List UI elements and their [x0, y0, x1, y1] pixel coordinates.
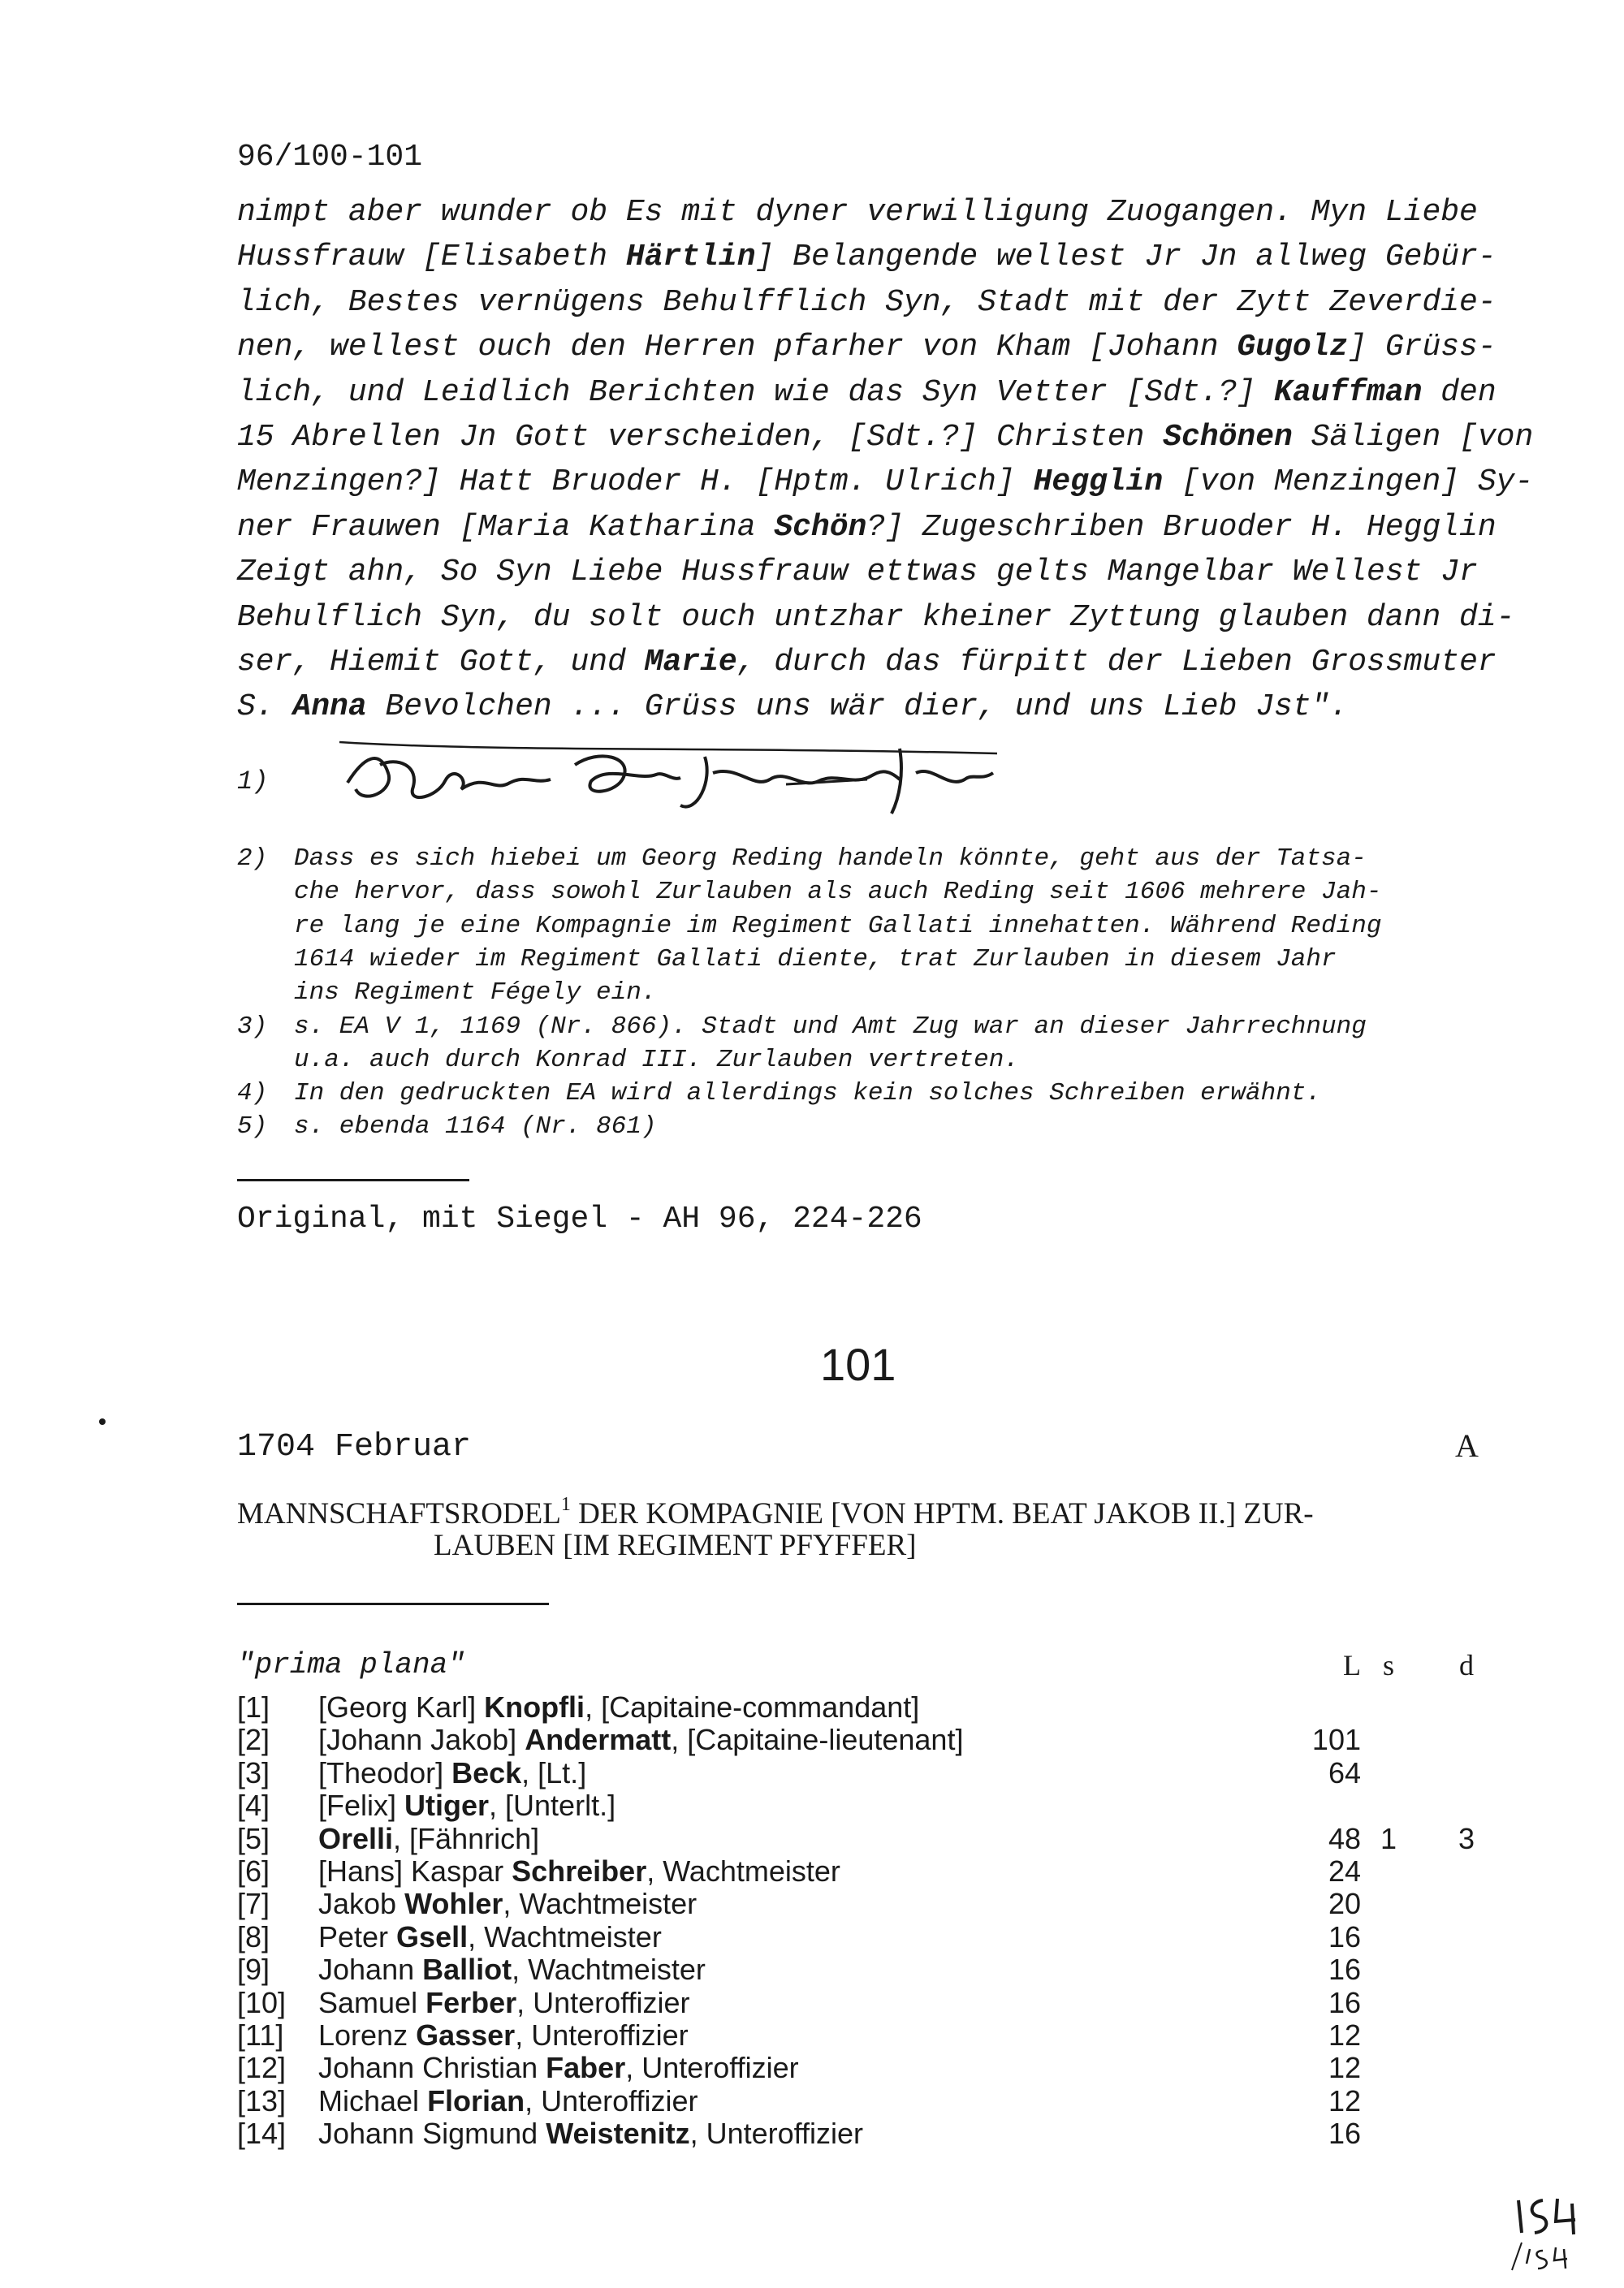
roster-value-l: 20	[1328, 1887, 1361, 1920]
letter-line	[237, 645, 1497, 680]
roster-row	[237, 2084, 1504, 2117]
column-header-s: s	[1382, 1649, 1394, 1681]
text-run: , Unteroffizier	[516, 1986, 690, 2019]
roster-name	[318, 2117, 863, 2151]
roster-name	[318, 1822, 539, 1856]
text-run: ] Grüss-	[1348, 330, 1497, 365]
text-run: lich, und Leidlich Berichten wie das Syn Vetter [Sdt.?]	[237, 375, 1275, 410]
title-footnote-ref: 1	[560, 1494, 571, 1515]
text-run: , Unteroffizier	[689, 2117, 863, 2150]
bold-name: Knopfli	[484, 1690, 585, 1724]
roster-value-l: 24	[1328, 1854, 1361, 1888]
text-run: Hussfrauw [Elisabeth	[237, 240, 626, 274]
roster-name	[318, 1789, 615, 1823]
title-part-1: MANNSCHAFTSRODEL	[237, 1497, 561, 1530]
text-run: Johann	[318, 1953, 423, 1986]
text-run: , Wachtmeister	[512, 1953, 706, 1986]
title-line-2: LAUBEN [IM REGIMENT PFYFFER]	[434, 1529, 917, 1562]
letter-line	[237, 330, 1497, 365]
text-run: S.	[237, 689, 293, 724]
footnote-line: In den gedruckten EA wird allerdings kein solches Schreiben erwähnt.	[294, 1079, 1322, 1107]
roster-value-l: 12	[1328, 2051, 1361, 2084]
bold-name: Ferber	[425, 1986, 517, 2019]
text-run: lich, Bestes vernügens Behulfflich Syn, Stadt mit der Zytt Zeverdie-	[237, 285, 1497, 320]
bold-name: Weistenitz	[546, 2117, 690, 2150]
text-run: , [Lt.]	[521, 1756, 587, 1789]
footnote-line: re lang je eine Kompagnie im Regiment Gallati innehatten. Während Reding	[294, 912, 1382, 940]
text-run: ?] Zugeschriben Bruoder H. Hegglin	[866, 510, 1497, 545]
footnote-line: s. ebenda 1164 (Nr. 861)	[294, 1112, 657, 1141]
text-run: [Theodor]	[318, 1756, 452, 1789]
roster-row	[237, 1887, 1504, 1919]
roster-name	[318, 2084, 698, 2118]
footnote-number: 5)	[237, 1112, 268, 1141]
letter-line	[237, 555, 1478, 589]
margin-dot	[99, 1418, 106, 1425]
roster-name	[318, 1953, 706, 1987]
text-run: Zeigt ahn, So Syn Liebe Hussfrauw ettwas gelts Mangelbar Wellest Jr	[237, 555, 1478, 589]
bold-name: Marie	[644, 645, 737, 680]
text-run: , Wachtmeister	[646, 1854, 840, 1888]
bold-name: Florian	[427, 2084, 525, 2117]
separator-rule	[237, 1179, 469, 1181]
footnote-number: 2)	[237, 844, 268, 873]
roster-name	[318, 1986, 690, 2020]
roster-value-d: 3	[1458, 1822, 1475, 1855]
letter-line	[237, 510, 1497, 545]
roster-index: [11]	[237, 2018, 284, 2052]
title-part-2: DER KOMPAGNIE [VON HPTM. BEAT JAKOB II.] ZUR-	[570, 1497, 1314, 1530]
bold-name: Hegglin	[1033, 464, 1164, 499]
text-run: , [Fähnrich]	[393, 1822, 540, 1855]
text-run: nimpt aber wunder ob Es mit dyner verwilligung Zuogangen. Myn Liebe	[237, 195, 1478, 230]
bold-name: Orelli	[318, 1822, 394, 1855]
text-run: 15 Abrellen Jn Gott verscheiden, [Sdt.?] Christen	[237, 420, 1164, 455]
letter-line	[237, 240, 1497, 274]
footnote-1-marker: 1)	[237, 766, 269, 796]
roster-name	[318, 1723, 963, 1757]
reference-number: 96/100-101	[237, 140, 423, 175]
roster-name	[318, 2018, 689, 2053]
roster-name	[318, 1887, 697, 1921]
roster-value-l: 64	[1328, 1756, 1361, 1789]
text-run: Menzingen?] Hatt Bruoder H. [Hptm. Ulrich]	[237, 464, 1034, 499]
letter-line	[237, 285, 1497, 320]
roster-row	[237, 1854, 1504, 1887]
letter-line	[237, 689, 1348, 724]
footnote-line: s. EA V 1, 1169 (Nr. 866). Stadt und Amt Zug war an dieser Jahrrechnung	[294, 1012, 1367, 1041]
roster-row	[237, 1920, 1504, 1953]
roster-index: [13]	[237, 2084, 287, 2117]
text-run: [Johann Jakob]	[318, 1723, 525, 1756]
source-note: Original, mit Siegel - AH 96, 224-226	[237, 1202, 922, 1237]
footnote-line: ins Regiment Fégely ein.	[294, 978, 657, 1007]
roster-value-l: 12	[1328, 2084, 1361, 2117]
letter-line	[237, 600, 1514, 635]
footnote-number: 3)	[237, 1012, 268, 1041]
bold-name: Härtlin	[625, 240, 756, 274]
roster-index: [4]	[237, 1789, 270, 1822]
roster-value-l: 16	[1328, 1986, 1361, 2019]
roster-index: [7]	[237, 1887, 270, 1920]
roster-row	[237, 1789, 1504, 1821]
roster-value-l: 16	[1328, 2117, 1361, 2150]
text-run: Säligen [von	[1292, 420, 1534, 455]
document-number: 101	[820, 1339, 896, 1390]
bold-name: Gsell	[396, 1920, 469, 1953]
text-run: [Hans] Kaspar	[318, 1854, 512, 1888]
text-run: , Unteroffizier	[625, 2051, 799, 2084]
roster-index: [3]	[237, 1756, 270, 1789]
text-run: Peter	[318, 1920, 397, 1953]
footnote-number: 4)	[237, 1079, 268, 1107]
text-run: Behulflich Syn, du solt ouch untzhar kheiner Zyttung glauben dann di-	[237, 600, 1515, 635]
column-header-l: L	[1343, 1649, 1361, 1681]
bold-name: Faber	[546, 2051, 626, 2084]
page-stamp-handwritten	[1510, 2192, 1608, 2273]
roster-index: [6]	[237, 1854, 270, 1888]
roster-row	[237, 1723, 1504, 1755]
bold-name: Gugolz	[1237, 330, 1349, 365]
roster-name	[318, 1756, 586, 1790]
text-run: Johann Christian	[318, 2051, 546, 2084]
roster-value-l: 48	[1328, 1822, 1361, 1855]
text-run: , [Capitaine-commandant]	[585, 1690, 920, 1724]
letter-line	[237, 195, 1478, 230]
text-run: , Wachtmeister	[468, 1920, 662, 1953]
roster-index: [10]	[237, 1986, 287, 2019]
text-run: ser, Hiemit Gott, und	[237, 645, 645, 680]
roster-value-l: 12	[1328, 2018, 1361, 2052]
roster-index: [14]	[237, 2117, 287, 2150]
document-type: A	[1455, 1427, 1479, 1464]
bold-name: Kauffman	[1274, 375, 1423, 410]
separator-rule	[237, 1603, 549, 1605]
roster-row	[237, 2018, 1504, 2051]
roster-index: [5]	[237, 1822, 270, 1855]
document-date: 1704 Februar	[237, 1429, 472, 1466]
text-run: , Wachtmeister	[503, 1887, 698, 1920]
roster-index: [9]	[237, 1953, 270, 1986]
bold-name: Beck	[451, 1756, 522, 1789]
roster-index: [12]	[237, 2051, 287, 2084]
roster-row	[237, 2117, 1504, 2149]
bold-name: Schreiber	[512, 1854, 647, 1888]
roster-name	[318, 2051, 799, 2085]
text-run: , Unteroffizier	[525, 2084, 698, 2117]
text-run: Michael	[318, 2084, 428, 2117]
roster-row	[237, 1756, 1504, 1789]
text-run: , Unteroffizier	[515, 2018, 689, 2052]
text-run: , [Capitaine-lieutenant]	[671, 1723, 964, 1756]
text-run: Johann Sigmund	[318, 2117, 546, 2150]
text-run: Jakob	[318, 1887, 405, 1920]
signature-facsimile	[331, 732, 1005, 822]
roster-value-l: 16	[1328, 1920, 1361, 1953]
roster-index: [8]	[237, 1920, 270, 1953]
text-run: , durch das fürpitt der Lieben Grossmuter	[736, 645, 1497, 680]
roster-index: [1]	[237, 1690, 270, 1724]
roster-index: [2]	[237, 1723, 270, 1756]
letter-line	[237, 464, 1533, 499]
bold-name: Balliot	[422, 1953, 512, 1986]
roster-name	[318, 1690, 919, 1725]
roster-row	[237, 1953, 1504, 1985]
roster-name	[318, 1854, 840, 1889]
column-header-d: d	[1459, 1649, 1474, 1681]
bold-name: Anna	[292, 689, 367, 724]
footnote-line: 1614 wieder im Regiment Gallati diente, trat Zurlauben in diesem Jahr	[294, 945, 1337, 973]
text-run: [Felix]	[318, 1789, 405, 1822]
text-run: den	[1422, 375, 1497, 410]
roster-value-l: 101	[1311, 1723, 1361, 1756]
text-run: [Georg Karl]	[318, 1690, 485, 1724]
section-label: "prima plana"	[237, 1648, 465, 1681]
letter-line	[237, 420, 1533, 455]
text-run: Bevolchen ... Grüss uns wär dier, und uns Lieb Jst".	[366, 689, 1349, 724]
bold-name: Gasser	[416, 2018, 516, 2052]
footnote-line: Dass es sich hiebei um Georg Reding handeln könnte, geht aus der Tatsa-	[294, 844, 1367, 873]
text-run: Lorenz	[318, 2018, 417, 2052]
bold-name: Schön	[774, 510, 867, 545]
text-run: nen, wellest ouch den Herren pfarher von Kham [Johann	[237, 330, 1237, 365]
roster-value-l: 16	[1328, 1953, 1361, 1986]
roster-row	[237, 1986, 1504, 2018]
bold-name: Andermatt	[525, 1723, 672, 1756]
text-run: [von Menzingen] Sy-	[1163, 464, 1534, 499]
text-run: ner Frauwen [Maria Katharina	[237, 510, 775, 545]
text-run: Samuel	[318, 1986, 426, 2019]
text-run: ] Belangende wellest Jr Jn allweg Gebür-	[755, 240, 1497, 274]
bold-name: Schönen	[1163, 420, 1293, 455]
roster-row	[237, 2051, 1504, 2083]
roster-row	[237, 1822, 1504, 1854]
roster-name	[318, 1920, 662, 1954]
roster-value-s: 1	[1380, 1822, 1397, 1855]
footnote-line: u.a. auch durch Konrad III. Zurlauben vertreten.	[294, 1046, 1019, 1074]
bold-name: Utiger	[404, 1789, 490, 1822]
text-run: , [Unterlt.]	[489, 1789, 616, 1822]
footnote-line: che hervor, dass sowohl Zurlauben als auch Reding seit 1606 mehrere Jah-	[294, 878, 1382, 906]
bold-name: Wohler	[404, 1887, 503, 1920]
letter-line	[237, 375, 1497, 410]
roster-row	[237, 1690, 1504, 1723]
